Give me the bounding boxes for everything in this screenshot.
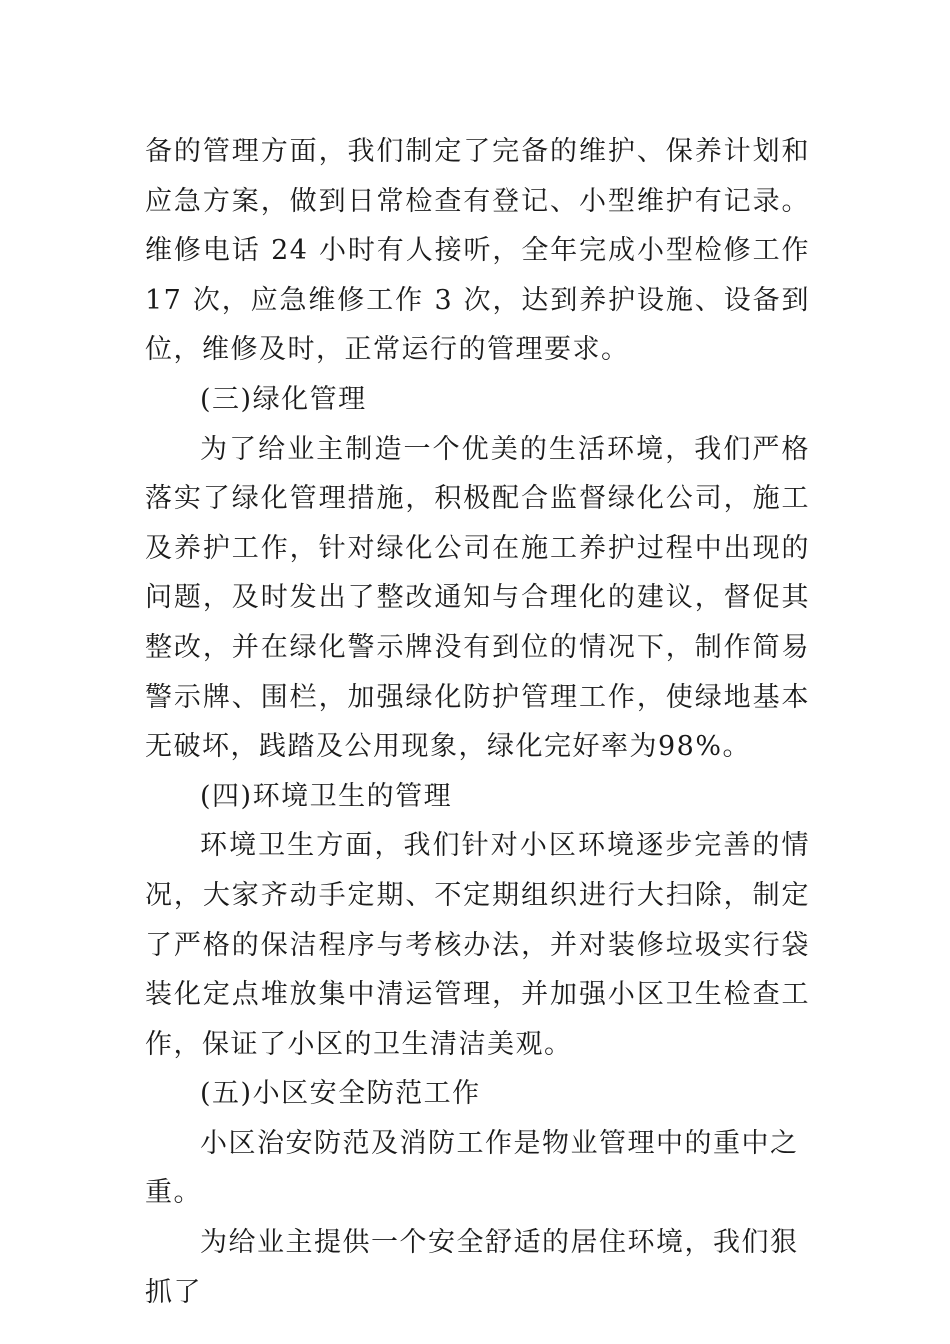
document-page	[145, 127, 810, 1317]
paragraph-equipment-management: 备的管理方面，我们制定了完备的维护、保养计划和应急方案，做到日常检查有登记、小型维护有记录。维修电话 24 小时有人接听，全年完成小型检修工作 17 次，应急维修工作 3 次，达到养护设施、设备到位，维修及时，正常运行的管理要求。	[145, 136, 810, 366]
paragraph-security-environment: 为给业主提供一个安全舒适的居住环境，我们狠抓了	[145, 1227, 799, 1308]
heading-environmental-sanitation: (四)环境卫生的管理	[200, 780, 453, 812]
heading-greening-management: (三)绿化管理	[200, 383, 367, 415]
paragraph-greening-management: 为了给业主制造一个优美的生活环境，我们严格落实了绿化管理措施，积极配合监督绿化公司，施工及养护工作，针对绿化公司在施工养护过程中出现的问题，及时发出了整改通知与合理化的建议，督促其整改，并在绿化警示牌没有到位的情况下，制作简易警示牌、围栏，加强绿化防护管理工作，使绿地基本无破坏，践踏及公用现象，绿化完好率为98%。	[145, 433, 810, 763]
paragraph-security-priority: 小区治安防范及消防工作是物业管理中的重中之重。	[145, 1127, 799, 1209]
heading-security-prevention: (五)小区安全防范工作	[200, 1078, 481, 1110]
paragraph-environmental-sanitation: 环境卫生方面，我们针对小区环境逐步完善的情况，大家齐动手定期、不定期组织进行大扫除，制定了严格的保洁程序与考核办法，并对装修垃圾实行袋装化定点堆放集中清运管理，并加强小区卫生检查工作，保证了小区的卫生清洁美观。	[145, 830, 810, 1060]
